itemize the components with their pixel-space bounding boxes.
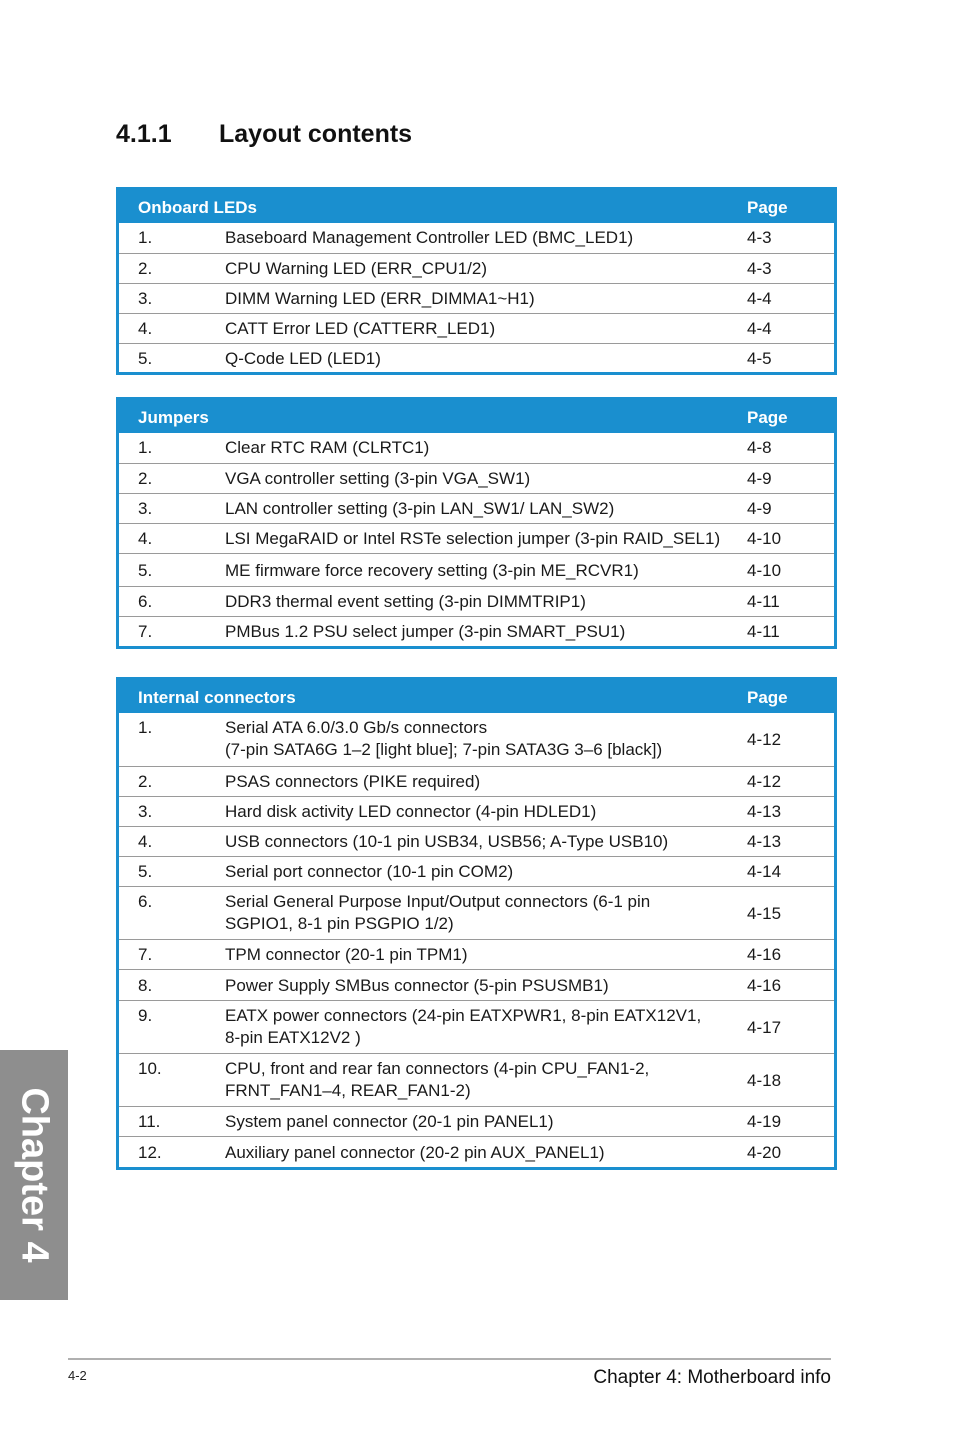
section-heading: [116, 120, 412, 149]
row-description-line: (7-pin SATA6G 1–2 [light blue]; 7-pin SATA3G 3–6 [black]): [225, 740, 663, 759]
table-row: [119, 856, 834, 886]
row-description-line: Baseboard Management Controller LED (BMC_LED1): [225, 228, 634, 247]
row-number: 1.: [138, 718, 153, 737]
row-number: 4.: [138, 319, 153, 338]
row-description-line: DIMM Warning LED (ERR_DIMMA1~H1): [225, 289, 535, 308]
table-row: [119, 1053, 834, 1106]
table-row: [119, 493, 834, 523]
row-page: 4-4: [747, 289, 772, 308]
row-description-line: DDR3 thermal event setting (3-pin DIMMTRIP1): [225, 592, 586, 611]
row-page: 4-14: [747, 862, 782, 881]
table-row: [119, 796, 834, 826]
row-page: 4-13: [747, 802, 782, 821]
row-page: 4-12: [747, 730, 782, 749]
row-number: 2.: [138, 259, 153, 278]
row-description: [225, 944, 735, 966]
row-number: 10.: [138, 1059, 162, 1078]
row-description: [225, 348, 735, 370]
row-number: 2.: [138, 772, 153, 791]
row-description-line: System panel connector (20-1 pin PANEL1): [225, 1112, 554, 1131]
table-header: [119, 680, 834, 713]
row-description: [225, 717, 735, 761]
row-number: 9.: [138, 1006, 153, 1025]
chapter-side-tab-label: Chapter 4: [13, 1087, 56, 1263]
row-description: [225, 1005, 735, 1049]
row-number: 12.: [138, 1143, 162, 1162]
row-description-line: Q-Code LED (LED1): [225, 349, 381, 368]
row-description: [225, 498, 735, 520]
row-number: 4.: [138, 832, 153, 851]
row-description-line: CPU, front and rear fan connectors (4-pin CPU_FAN1-2,: [225, 1059, 650, 1078]
table-row: [119, 826, 834, 856]
row-description-line: ME firmware force recovery setting (3-pin ME_RCVR1): [225, 561, 639, 580]
row-description: [225, 831, 735, 853]
row-description-line: Power Supply SMBus connector (5-pin PSUSMB1): [225, 976, 609, 995]
row-description-line: PSAS connectors (PIKE required): [225, 772, 481, 791]
row-page: 4-3: [747, 259, 772, 278]
internal-connectors-table: [116, 677, 837, 1170]
row-number: 4.: [138, 529, 153, 548]
table-row: [119, 253, 834, 283]
row-page: 4-8: [747, 438, 772, 457]
row-description-line: Serial General Purpose Input/Output connectors (6-1 pin: [225, 892, 651, 911]
row-number: 6.: [138, 592, 153, 611]
row-page: 4-9: [747, 499, 772, 518]
footer-chapter-title: Chapter 4: Motherboard info: [593, 1367, 831, 1388]
table-header: [119, 400, 834, 433]
row-number: 7.: [138, 622, 153, 641]
row-number: 1.: [138, 228, 153, 247]
table-row: [119, 523, 834, 553]
row-page: 4-19: [747, 1112, 782, 1131]
table-row: [119, 1136, 834, 1167]
row-number: 1.: [138, 438, 153, 457]
row-page: 4-12: [747, 772, 782, 791]
row-number: 3.: [138, 802, 153, 821]
row-description-line: VGA controller setting (3-pin VGA_SW1): [225, 469, 531, 488]
row-number: 6.: [138, 892, 153, 911]
table-row: [119, 1106, 834, 1136]
table-row: [119, 713, 834, 766]
table-header-title: Internal connectors: [138, 688, 296, 707]
row-description-line: Hard disk activity LED connector (4-pin HDLED1): [225, 802, 597, 821]
row-description-line: TPM connector (20-1 pin TPM1): [225, 945, 468, 964]
onboard-leds-table: [116, 187, 837, 375]
row-page: 4-11: [747, 622, 780, 641]
row-description-line: Clear RTC RAM (CLRTC1): [225, 438, 430, 457]
row-description-line: PMBus 1.2 PSU select jumper (3-pin SMART_PSU1): [225, 622, 626, 641]
row-description: [225, 861, 735, 883]
row-description-line: SGPIO1, 8-1 pin PSGPIO 1/2): [225, 914, 454, 933]
table-header-page: Page: [747, 688, 788, 707]
row-description: [225, 468, 735, 490]
row-description-line: EATX power connectors (24-pin EATXPWR1, 8-pin EATX12V1,: [225, 1006, 702, 1025]
row-description: [225, 227, 735, 249]
table-row: [119, 886, 834, 939]
row-page: 4-17: [747, 1018, 782, 1037]
row-description-line: 8-pin EATX12V2 ): [225, 1028, 361, 1047]
row-description: [225, 891, 735, 935]
row-description-line: LAN controller setting (3-pin LAN_SW1/ LAN_SW2): [225, 499, 615, 518]
row-number: 7.: [138, 945, 153, 964]
row-description-line: CPU Warning LED (ERR_CPU1/2): [225, 259, 487, 278]
row-description-line: FRNT_FAN1–4, REAR_FAN1-2): [225, 1081, 471, 1100]
row-number: 8.: [138, 976, 153, 995]
row-number: 5.: [138, 561, 153, 580]
table-row: [119, 766, 834, 796]
row-description: [225, 771, 735, 793]
footer-page-number: 4-2: [68, 1368, 87, 1383]
table-row: [119, 223, 834, 253]
table-row: [119, 463, 834, 493]
row-page: 4-18: [747, 1071, 782, 1090]
row-page: 4-20: [747, 1143, 782, 1162]
row-description: [225, 258, 735, 280]
row-description: [225, 1058, 735, 1102]
row-number: 2.: [138, 469, 153, 488]
table-row: [119, 1000, 834, 1053]
row-page: 4-16: [747, 976, 782, 995]
row-page: 4-10: [747, 529, 782, 548]
table-row: [119, 586, 834, 616]
table-row: [119, 283, 834, 313]
table-header-page: Page: [747, 198, 788, 217]
table-header-page: Page: [747, 408, 788, 427]
row-page: 4-3: [747, 228, 772, 247]
table-row: [119, 313, 834, 343]
row-description: [225, 318, 735, 340]
row-description: [225, 801, 735, 823]
section-number: 4.1.1: [116, 120, 172, 148]
table-row: [119, 433, 834, 463]
section-title: Layout contents: [219, 120, 413, 148]
row-description-line: USB connectors (10-1 pin USB34, USB56; A-Type USB10): [225, 832, 669, 851]
row-number: 11.: [138, 1112, 161, 1131]
row-description: [225, 975, 735, 997]
row-description-line: Auxiliary panel connector (20-2 pin AUX_PANEL1): [225, 1143, 605, 1162]
row-page: 4-10: [747, 561, 782, 580]
row-page: 4-13: [747, 832, 782, 851]
table-header: [119, 190, 834, 223]
row-page: 4-4: [747, 319, 772, 338]
table-row: [119, 939, 834, 969]
row-description: [225, 288, 735, 310]
row-number: 3.: [138, 289, 153, 308]
row-page: 4-15: [747, 904, 782, 923]
row-number: 5.: [138, 349, 153, 368]
table-row: [119, 969, 834, 1000]
table-row: [119, 553, 834, 586]
row-description: [225, 437, 735, 459]
row-description-line: Serial port connector (10-1 pin COM2): [225, 862, 514, 881]
row-description: [225, 591, 735, 613]
footer-divider: [68, 1358, 831, 1360]
row-description-line: CATT Error LED (CATTERR_LED1): [225, 319, 496, 338]
row-description: [225, 560, 735, 582]
row-page: 4-5: [747, 349, 772, 368]
table-header-title: Jumpers: [138, 408, 209, 427]
table-row: [119, 616, 834, 646]
table-header-title: Onboard LEDs: [138, 198, 258, 217]
row-number: 5.: [138, 862, 153, 881]
row-description-line: Serial ATA 6.0/3.0 Gb/s connectors: [225, 718, 488, 737]
row-description-line: LSI MegaRAID or Intel RSTe selection jumper (3-pin RAID_SEL1): [225, 529, 721, 548]
row-page: 4-16: [747, 945, 782, 964]
chapter-side-tab: [0, 1050, 68, 1300]
row-page: 4-11: [747, 592, 780, 611]
row-description: [225, 528, 735, 550]
row-number: 3.: [138, 499, 153, 518]
row-description: [225, 621, 735, 643]
row-page: 4-9: [747, 469, 772, 488]
row-description: [225, 1142, 735, 1164]
row-description: [225, 1111, 735, 1133]
table-row: [119, 343, 834, 372]
jumpers-table: [116, 397, 837, 649]
